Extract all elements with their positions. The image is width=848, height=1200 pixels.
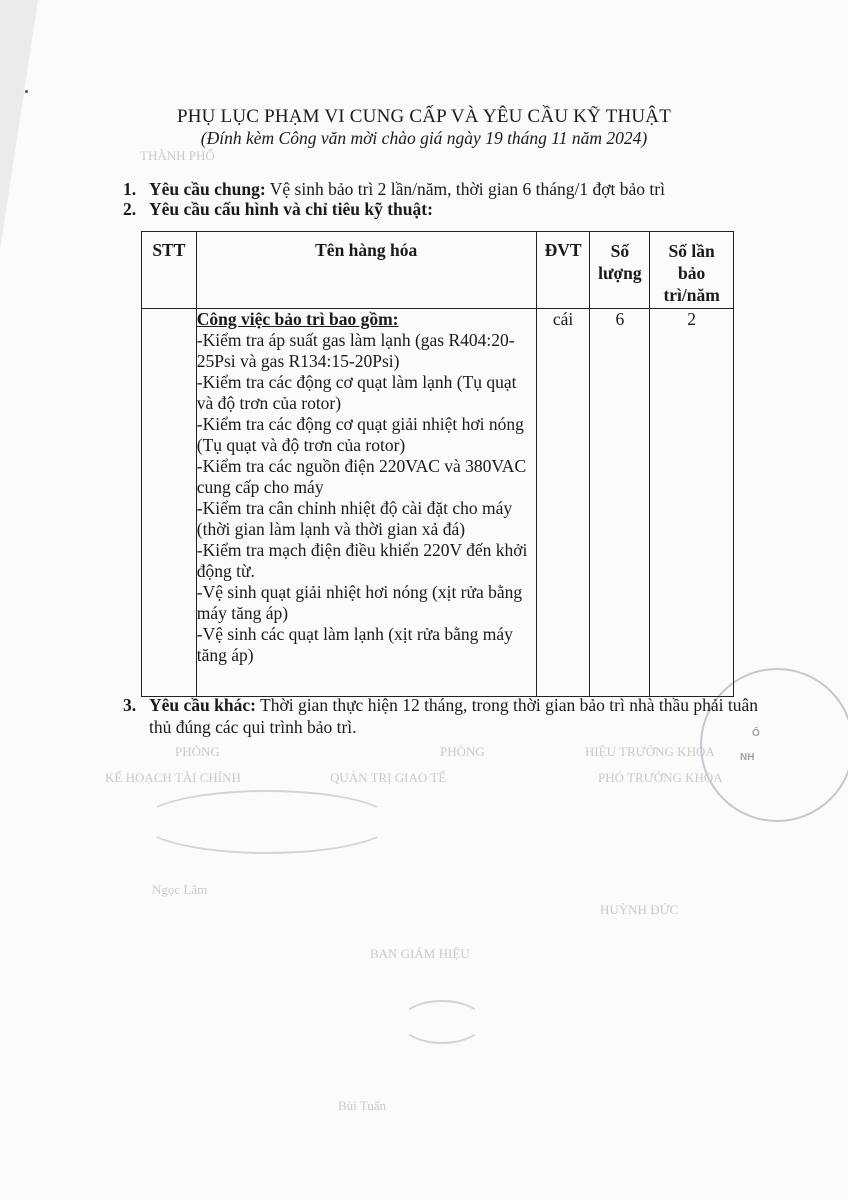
work-item: -Kiểm tra cân chỉnh nhiệt độ cài đặt cho máy (thời gian làm lạnh và thời gian xả đá) [196, 498, 513, 539]
item-number: 2. [123, 199, 137, 219]
work-heading: Công việc bảo trì bao gồm: [196, 309, 399, 329]
show-through-text: PHÓ TRƯỞNG KHOA [598, 770, 723, 785]
show-through-text: QUẢN TRỊ GIAO TẾ [330, 770, 447, 785]
work-item: -Kiểm tra các nguồn điện 220VAC và 380VAC cung cấp cho máy [196, 456, 527, 497]
item-label: Yêu cầu chung: [149, 179, 266, 199]
show-through-text: PHÒNG [175, 744, 220, 759]
cell-quantity: 6 [590, 309, 650, 697]
item-label: Yêu cầu khác: [149, 695, 256, 715]
show-through-signature [400, 1000, 484, 1044]
show-through-text: HUỲNH ĐỨC [600, 902, 679, 917]
col-header-name: Tên hàng hóa [196, 232, 536, 309]
item-number: 1. [123, 179, 137, 199]
table-row [142, 309, 734, 697]
work-item: -Kiểm tra áp suất gas làm lạnh (gas R404:20-25Psi và gas R134:15-20Psi) [196, 330, 515, 371]
work-item: -Kiểm tra các động cơ quạt làm lạnh (Tụ quạt và độ trơn của rotor) [196, 372, 517, 413]
col-header-unit: ĐVT [536, 232, 590, 309]
show-through-text: PHÒNG [440, 744, 485, 759]
item-text: Thời gian thực hiện 12 tháng, trong thời gian bảo trì nhà thầu phải tuân thủ đúng các qui trình bảo trì. [149, 695, 758, 737]
requirement-other [123, 694, 779, 738]
show-through-signature [140, 790, 394, 854]
col-header-stt: STT [142, 232, 197, 309]
page-subtitle: (Đính kèm Công văn mời chào giá ngày 19 tháng 11 năm 2024) [200, 128, 648, 148]
stamp-text: NH [740, 752, 755, 763]
show-through-text: Ngọc Lâm [152, 882, 208, 897]
cell-stt [142, 309, 197, 697]
cell-name [196, 309, 536, 697]
cell-unit: cái [536, 309, 590, 697]
show-through-text: BAN GIÁM HIỆU [370, 946, 470, 961]
show-through-text: Bùi Tuấn [338, 1098, 387, 1113]
item-label: Yêu cầu cấu hình và chỉ tiêu kỹ thuật: [149, 199, 433, 219]
work-item: -Vệ sinh các quạt làm lạnh (xịt rửa bằng máy tăng áp) [196, 624, 513, 665]
work-item: -Kiểm tra các động cơ quạt giải nhiệt hơi nóng (Tụ quạt và độ trơn của rotor) [196, 414, 524, 455]
cell-frequency: 2 [650, 309, 734, 697]
show-through-text: THÀNH PHỐ [140, 148, 215, 163]
show-through-text: HIỆU TRƯỞNG KHOA [585, 744, 715, 759]
work-item: -Vệ sinh quạt giải nhiệt hơi nóng (xịt rửa bằng máy tăng áp) [196, 582, 523, 623]
col-header-quantity: Số lượng [590, 232, 650, 309]
page-title: PHỤ LỤC PHẠM VI CUNG CẤP VÀ YÊU CẦU KỸ THUẬT [176, 106, 672, 127]
requirement-general [123, 178, 665, 200]
show-through-text: KẾ HOẠCH TÀI CHÍNH [105, 770, 241, 785]
spec-table [141, 231, 734, 697]
item-number: 3. [123, 695, 137, 715]
stamp-text: Ố [752, 728, 760, 739]
item-body [139, 694, 779, 738]
requirement-spec [123, 198, 433, 220]
col-header-frequency: Số lần bảo trì/năm [650, 232, 734, 309]
speck [25, 90, 28, 93]
item-text: Vệ sinh bảo trì 2 lần/năm, thời gian 6 tháng/1 đợt bảo trì [269, 179, 665, 199]
work-item: -Kiểm tra mạch điện điều khiển 220V đến khởi động từ. [196, 540, 528, 581]
